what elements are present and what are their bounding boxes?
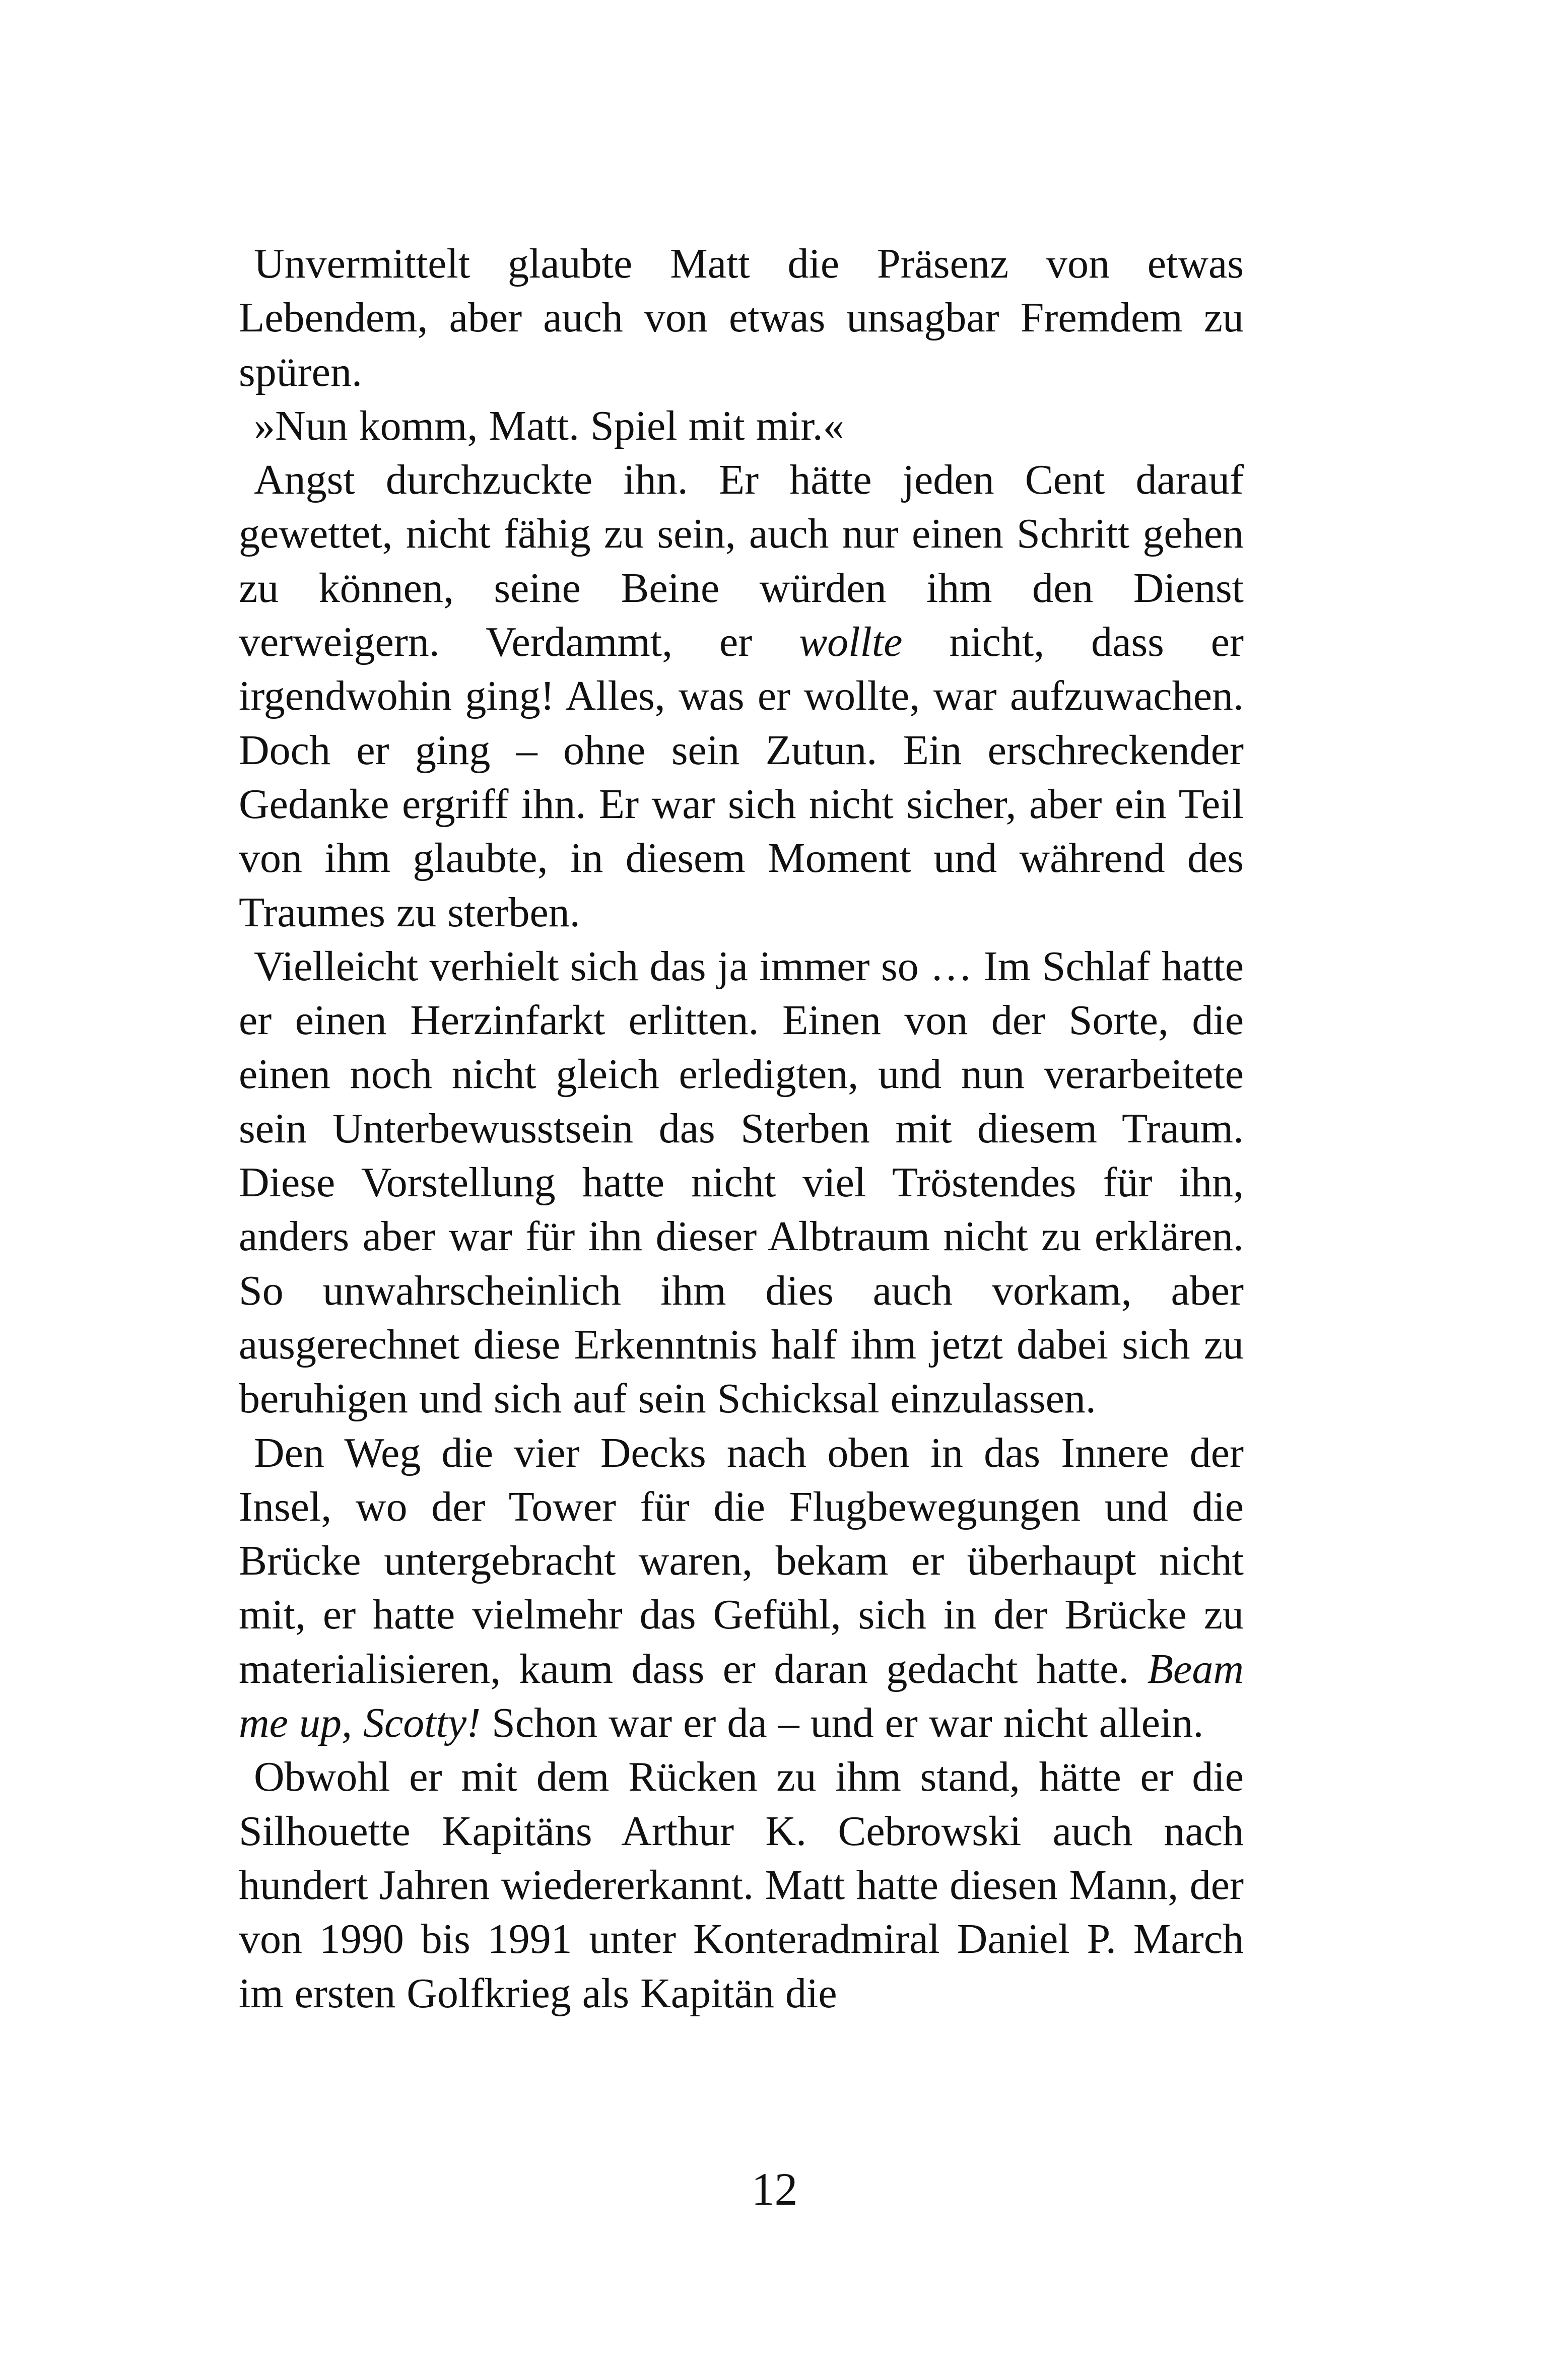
body-text (239, 237, 1244, 2020)
paragraph (239, 237, 1244, 399)
text-run: Unvermittelt glaubte Matt die Präsenz von etwas Lebendem, aber auch von etwas unsagbar Fremdem zu spüren. (239, 240, 1244, 395)
paragraph (239, 1426, 1244, 1750)
text-run: »Nun komm, Matt. Spiel mit mir.« (254, 402, 844, 449)
text-run: nicht, dass er irgendwohin ging! Alles, was er wollte, war aufzuwachen. Doch er ging – ohne sein Zutun. Ein erschreckender Gedanke ergriff ihn. Er war sich nicht sicher, aber ein Teil von ihm glaubte, in diesem Moment und während des Traumes zu sterben. (239, 619, 1244, 936)
italic-text: Beam me up, Scotty! (239, 1645, 1244, 1747)
page-number: 12 (751, 2163, 798, 2215)
text-run: Vielleicht verhielt sich das ja immer so … Im Schlaf hatte er einen Herzinfarkt erlitten. Einen von der Sorte, die einen noch nicht gleich erledigten, und nun verarbeitete sein Unterbewusstsein das Sterben mit diesem Traum. Diese Vorstellung hatte nicht viel Tröstendes für ihn, anders aber war für ihn dieser Albtraum nicht zu erklären. So unwahrscheinlich ihm dies auch vorkam, aber ausgerechnet diese Erkenntnis half ihm jetzt dabei sich zu beruhigen und sich auf sein Schicksal einzulassen. (239, 942, 1244, 1422)
text-run: Schon war er da – und er war nicht allein. (481, 1699, 1204, 1747)
paragraph (239, 939, 1244, 1426)
italic-text: wollte (799, 619, 903, 666)
paragraph (239, 1750, 1244, 2020)
text-run: Angst durchzuckte ihn. Er hätte jeden Cent darauf gewettet, nicht fähig zu sein, auch nur einen Schritt gehen zu können, seine Beine würden ihm den Dienst verweigern. Verdammt, er (239, 456, 1244, 666)
text-run: Den Weg die vier Decks nach oben in das Innere der Insel, wo der Tower für die Flugbewegungen und die Brücke untergebracht waren, bekam er überhaupt nicht mit, er hatte vielmehr das Gefühl, sich in der Brücke zu materialisieren, kaum dass er daran gedacht hatte. (239, 1429, 1244, 1692)
paragraph (239, 453, 1244, 939)
paragraph (239, 399, 1244, 453)
text-run: Obwohl er mit dem Rücken zu ihm stand, hätte er die Silhouette Kapitäns Arthur K. Cebrowski auch nach hundert Jahren wiedererkannt. Matt hatte diesen Mann, der von 1990 bis 1991 unter Konteradmiral Daniel P. March im ersten Golfkrieg als Kapitän die (239, 1753, 1244, 2017)
